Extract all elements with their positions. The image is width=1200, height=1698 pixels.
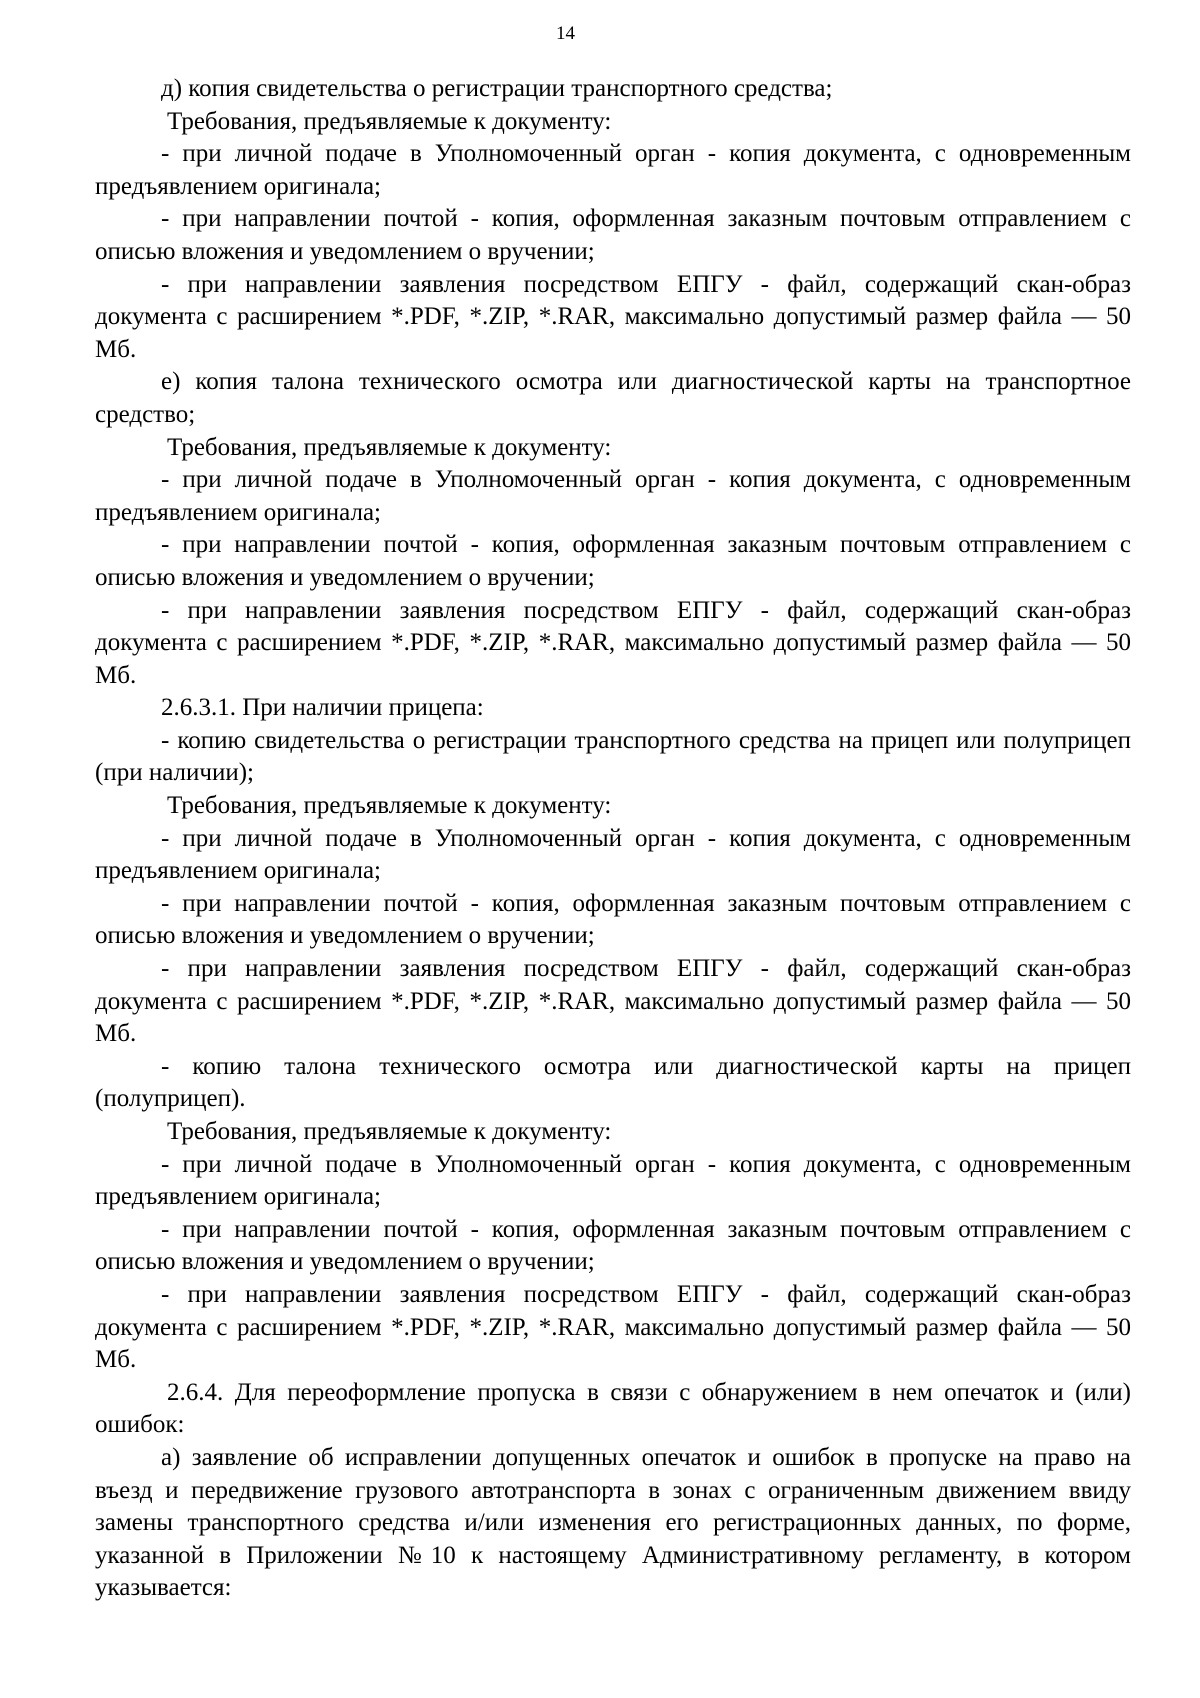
requirement-by-mail: - при направлении почтой - копия, оформленная заказным почтовым отправлением с описью вложения и уведомлением о вручении; xyxy=(95,205,1131,265)
requirement-in-person: - при личной подаче в Уполномоченный орган - копия документа, с одновременным предъявлением оригинала; xyxy=(95,824,1131,885)
requirement-epgu: - при направлении заявления посредством ЕПГУ - файл, содержащий скан-образ документа с расширением *.PDF, *.ZIP, *.RAR, максимально допустимый размер файла — 50 Мб. xyxy=(95,270,1131,363)
requirement-epgu: - при направлении заявления посредством ЕПГУ - файл, содержащий скан-образ документа с расширением *.PDF, *.ZIP, *.RAR, максимально допустимый размер файла — 50 Мб. xyxy=(95,955,1131,1048)
item-d-vehicle-registration-copy: д) копия свидетельства о регистрации транспортного средства; xyxy=(161,75,833,102)
document-body xyxy=(95,73,1131,1605)
requirement-by-mail: - при направлении почтой - копия, оформленная заказным почтовым отправлением с описью вложения и уведомлением о вручении; xyxy=(95,531,1131,591)
requirement-epgu: - при направлении заявления посредством ЕПГУ - файл, содержащий скан-образ документа с расширением *.PDF, *.ZIP, *.RAR, максимально допустимый размер файла — 50 Мб. xyxy=(95,1280,1131,1374)
requirement-in-person: - при личной подаче в Уполномоченный орган - копия документа, с одновременным предъявлением оригинала; xyxy=(95,140,1131,200)
trailer-inspection-ticket-copy: - копию талона технического осмотра или диагностической карты на прицеп (полуприцеп). xyxy=(95,1052,1131,1113)
requirement-by-mail: - при направлении почтой - копия, оформленная заказным почтовым отправлением с описью вложения и уведомлением о вручении; xyxy=(95,889,1131,950)
requirements-heading: Требования, предъявляемые к документу: xyxy=(167,1118,612,1145)
requirement-in-person: - при личной подаче в Уполномоченный орган - копия документа, с одновременным предъявлением оригинала; xyxy=(95,1150,1131,1211)
item-a-correction-application: а) заявление об исправлении допущенных опечаток и ошибок в пропуске на право на въезд и передвижение грузового автотранспорта в зонах с ограниченным движением ввиду замены транспортного средства и/или изменения его регистрационных данных, по форме, указанной в Приложении №10 к настоящему Административному регламенту, в котором указывается: xyxy=(95,1443,1131,1602)
section-2-6-3-1-heading: 2.6.3.1. При наличии прицепа: xyxy=(161,694,484,722)
requirement-epgu: - при направлении заявления посредством ЕПГУ - файл, содержащий скан-образ документа с расширением *.PDF, *.ZIP, *.RAR, максимально допустимый размер файла — 50 Мб. xyxy=(95,596,1131,689)
requirements-heading: Требования, предъявляемые к документу: xyxy=(167,433,612,461)
page-number: 14 xyxy=(556,23,575,44)
requirement-in-person: - при личной подаче в Уполномоченный орган - копия документа, с одновременным предъявлением оригинала; xyxy=(95,466,1131,526)
trailer-registration-copy: - копию свидетельства о регистрации транспортного средства на прицеп или полуприцеп (при наличии); xyxy=(95,726,1131,787)
section-2-6-4-heading: 2.6.4. Для переоформление пропуска в связи с обнаружением в нем опечаток и (или) ошибок: xyxy=(95,1378,1131,1439)
requirements-heading: Требования, предъявляемые к документу: xyxy=(167,107,612,135)
requirements-heading: Требования, предъявляемые к документу: xyxy=(167,792,612,820)
item-e-inspection-ticket-copy: е) копия талона технического осмотра или диагностической карты на транспортное средство; xyxy=(95,368,1131,428)
requirement-by-mail: - при направлении почтой - копия, оформленная заказным почтовым отправлением с описью вложения и уведомлением о вручении; xyxy=(95,1215,1131,1276)
